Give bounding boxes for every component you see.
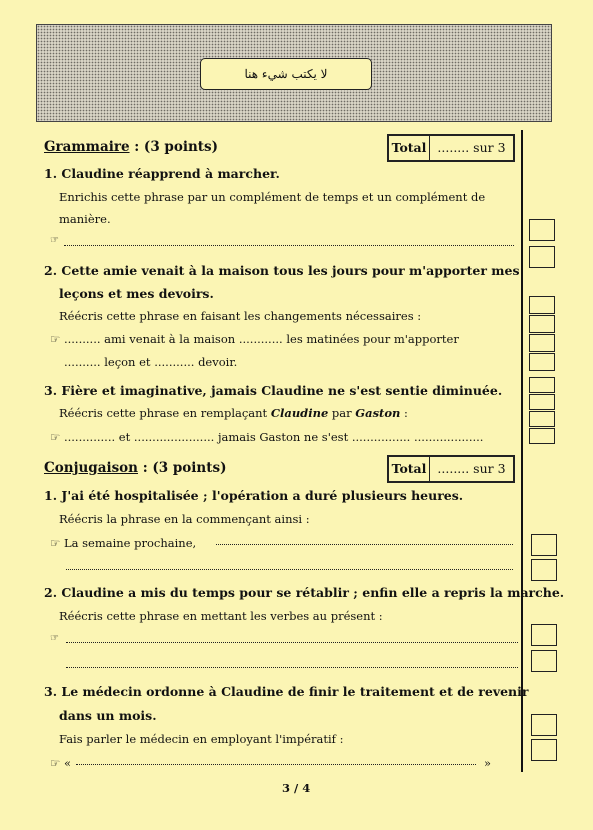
score-checkbox[interactable] [529, 411, 555, 427]
score-checkbox[interactable] [529, 296, 555, 314]
score-checkbox[interactable] [529, 334, 555, 352]
conjugation-q1-answer-start: ☞ La semaine prochaine, [50, 536, 197, 550]
score-checkbox[interactable] [529, 219, 555, 241]
grammar-q1-instruction-2: manière. [59, 212, 111, 226]
grammar-q1-answer-line[interactable] [64, 234, 514, 246]
score-checkbox[interactable] [529, 353, 555, 371]
grammar-section-title: Grammaire : (3 points) [44, 139, 219, 155]
score-checkbox[interactable] [529, 246, 555, 268]
grammar-q3-instruction: Réécris cette phrase en remplaçant Claudine par Gaston : [59, 406, 408, 420]
grammar-q1-instruction-1: Enrichis cette phrase par un complément de temps et un complément de [59, 190, 486, 204]
conjugation-q3-answer-close: » [484, 756, 492, 770]
margin-line [521, 130, 523, 772]
conjugation-q3-prompt-1: 3. Le médecin ordonne à Claudine de finir le traitement et de revenir [44, 684, 529, 699]
grammar-total-label: Total [389, 136, 430, 160]
page-number: 3 / 4 [282, 781, 311, 795]
score-checkbox[interactable] [531, 739, 557, 761]
conjugation-q2-answer-line-2[interactable] [66, 656, 518, 668]
grammar-q1-prompt: 1. Claudine réapprend à marcher. [44, 166, 280, 181]
reserved-notice-box [200, 58, 372, 90]
conjugation-q3-answer-line[interactable] [76, 753, 476, 765]
score-checkbox[interactable] [531, 534, 557, 556]
conjugation-section-title: Conjugaison : (3 points) [44, 460, 227, 476]
conjugation-total-label: Total [389, 457, 430, 481]
grammar-q1-answer-marker: ☞ [50, 235, 59, 246]
conjugation-q3-instruction: Fais parler le médecin en employant l'impératif : [59, 732, 344, 746]
conjugation-q1-answer-line-1[interactable] [216, 533, 513, 545]
conjugation-q2-instruction: Réécris cette phrase en mettant les verbes au présent : [59, 609, 383, 623]
grammar-q3-answer[interactable]: ☞ .............. et ...................... jamais Gaston ne s'est ................ ................... [50, 430, 484, 444]
score-checkbox[interactable] [531, 650, 557, 672]
grammar-q3-prompt: 3. Fière et imaginative, jamais Claudine ne s'est sentie diminuée. [44, 383, 503, 398]
conjugation-total-box [387, 455, 515, 483]
score-checkbox[interactable] [531, 624, 557, 646]
score-checkbox[interactable] [531, 559, 557, 581]
conjugation-q2-answer-marker: ☞ [50, 633, 59, 644]
score-checkbox[interactable] [529, 428, 555, 444]
conjugation-q3-prompt-2: dans un mois. [59, 708, 157, 723]
conjugation-q1-instruction: Réécris la phrase en la commençant ainsi : [59, 512, 310, 526]
conjugation-q1-prompt: 1. J'ai été hospitalisée ; l'opération a duré plusieurs heures. [44, 488, 464, 503]
reserved-notice-text: لا يكتب شيء هنا [244, 67, 328, 81]
conjugation-total-value: ........ sur 3 [437, 461, 506, 476]
conjugation-q3-answer-open: ☞ « [50, 756, 72, 770]
score-checkbox[interactable] [529, 394, 555, 410]
score-checkbox[interactable] [529, 315, 555, 333]
conjugation-q2-prompt: 2. Claudine a mis du temps pour se rétablir ; enfin elle a repris la marche. [44, 585, 565, 600]
score-checkbox[interactable] [531, 714, 557, 736]
grammar-total-box [387, 134, 515, 162]
conjugation-q1-answer-line-2[interactable] [66, 558, 513, 570]
grammar-q2-answer-1[interactable]: ☞ .......... ami venait à la maison ............ les matinées pour m'apporter [50, 332, 459, 346]
grammar-q2-prompt-1: 2. Cette amie venait à la maison tous les jours pour m'apporter mes [44, 263, 520, 278]
conjugation-q2-answer-line-1[interactable] [66, 631, 518, 643]
score-checkbox[interactable] [529, 377, 555, 393]
grammar-q2-prompt-2: leçons et mes devoirs. [59, 286, 214, 301]
grammar-q2-instruction: Réécris cette phrase en faisant les changements nécessaires : [59, 309, 422, 323]
grammar-total-value: ........ sur 3 [437, 140, 506, 155]
grammar-q2-answer-2[interactable]: .......... leçon et ........... devoir. [64, 355, 238, 369]
